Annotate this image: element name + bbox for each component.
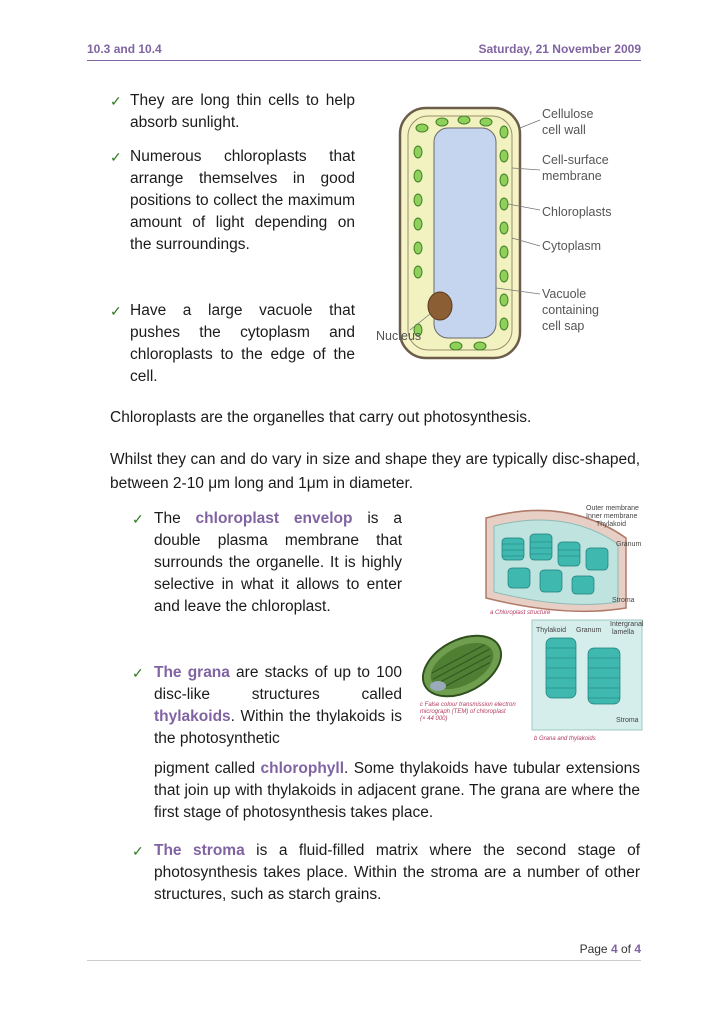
label-stroma-top: Stroma: [612, 597, 635, 604]
bullet-grana: [132, 662, 402, 750]
label-cellulose: Cellulose: [542, 107, 594, 121]
bullet-grana-continued: pigment called chlorophyll. Some thylakoids have tubular extensions that join up with thylakoids in adjacent grane. The grana are where the first stage of photosynthesis takes place.: [154, 760, 640, 821]
label-chloroplasts: Chloroplasts: [542, 205, 612, 219]
header-date: Saturday, 21 November 2009: [478, 42, 641, 56]
label-inner-membrane: Inner membrane: [586, 513, 638, 520]
bullet-text: The grana are stacks of up to 100 disc-like structures called thylakoids. Within the thylakoids is the photosynthetic: [154, 664, 402, 747]
label-cytoplasm: Cytoplasm: [542, 239, 602, 253]
tem-micrograph: [416, 623, 511, 708]
bullet-stroma: [132, 840, 640, 906]
caption-a: a Chloroplast structure: [490, 610, 551, 616]
label-nucleus: Nucleus: [376, 329, 422, 343]
checkmark-icon: ✓: [132, 511, 144, 527]
header-rule: [87, 60, 641, 61]
label-granum: Granum: [576, 627, 602, 634]
term-chloroplast-envelop: chloroplast envelop: [195, 510, 353, 527]
label-intergranal: Intergranal: [610, 621, 644, 628]
label-granum-top: Granum: [616, 541, 642, 548]
label-cell-sap: cell sap: [542, 319, 585, 333]
caption-b: b Grana and thylakoids: [534, 736, 596, 742]
bullet-text: Have a large vacuole that pushes the cytoplasm and chloroplasts to the edge of the cell.: [130, 302, 355, 385]
paragraph-organelles: Chloroplasts are the organelles that carry out photosynthesis.: [110, 409, 532, 426]
label-cell-surface: Cell-surface: [542, 153, 609, 167]
caption-c-1: c False colour transmission electron: [420, 702, 516, 708]
header-left: 10.3 and 10.4: [87, 42, 162, 56]
label-thylakoid: Thylakoid: [536, 627, 566, 634]
label-containing: containing: [542, 303, 599, 317]
nucleus: [428, 292, 452, 320]
bullet-text: The chloroplast envelop is a double plasma membrane that surrounds the organelle. It is highly selective in what it allows to enter and leave the chloroplast.: [154, 510, 402, 615]
bullet-chloroplasts: [110, 146, 355, 256]
label-stroma: Stroma: [616, 717, 639, 724]
label-membrane: membrane: [542, 169, 602, 183]
footer-rule: [87, 960, 641, 961]
page-number: Page 4 of 4: [579, 942, 641, 956]
palisade-cell-diagram: [372, 98, 642, 366]
checkmark-icon: ✓: [110, 149, 122, 165]
label-thylakoid-top: Thylakoid: [596, 521, 626, 528]
label-vacuole: Vacuole: [542, 287, 587, 301]
paragraph-shape: Whilst they can and do vary in size and shape they are typically disc-shaped, between 2-10 μm long and 1μm in diameter.: [110, 451, 640, 492]
checkmark-icon: ✓: [110, 93, 122, 109]
label-lamella: lamella: [612, 629, 635, 636]
checkmark-icon: ✓: [132, 665, 144, 681]
bullet-envelope: [132, 508, 402, 618]
term-grana: The grana: [154, 664, 230, 681]
bullet-vacuole: [110, 300, 355, 388]
bullet-text: They are long thin cells to help absorb sunlight.: [130, 92, 355, 131]
label-cell-wall: cell wall: [542, 123, 586, 137]
checkmark-icon: ✓: [132, 843, 144, 859]
caption-c-2: micrograph (TEM) of chloroplast: [420, 709, 506, 715]
label-outer-membrane: Outer membrane: [586, 505, 639, 512]
caption-c-3: (× 44 000): [420, 716, 448, 722]
chloroplast-diagram: [416, 498, 644, 748]
checkmark-icon: ✓: [110, 303, 122, 319]
bullet-text: The stroma is a fluid-filled matrix where the second stage of photosynthesis takes place. Within the stroma are a number of other structures, such as starch grains.: [154, 842, 640, 903]
term-thylakoids: thylakoids: [154, 708, 231, 725]
term-stroma: The stroma: [154, 842, 245, 859]
bullet-text: Numerous chloroplasts that arrange themselves in good positions to collect the maximum amount of light depending on the surroundings.: [130, 148, 355, 253]
bullet-long-thin: [110, 90, 355, 134]
term-chlorophyll: chlorophyll: [260, 760, 345, 777]
